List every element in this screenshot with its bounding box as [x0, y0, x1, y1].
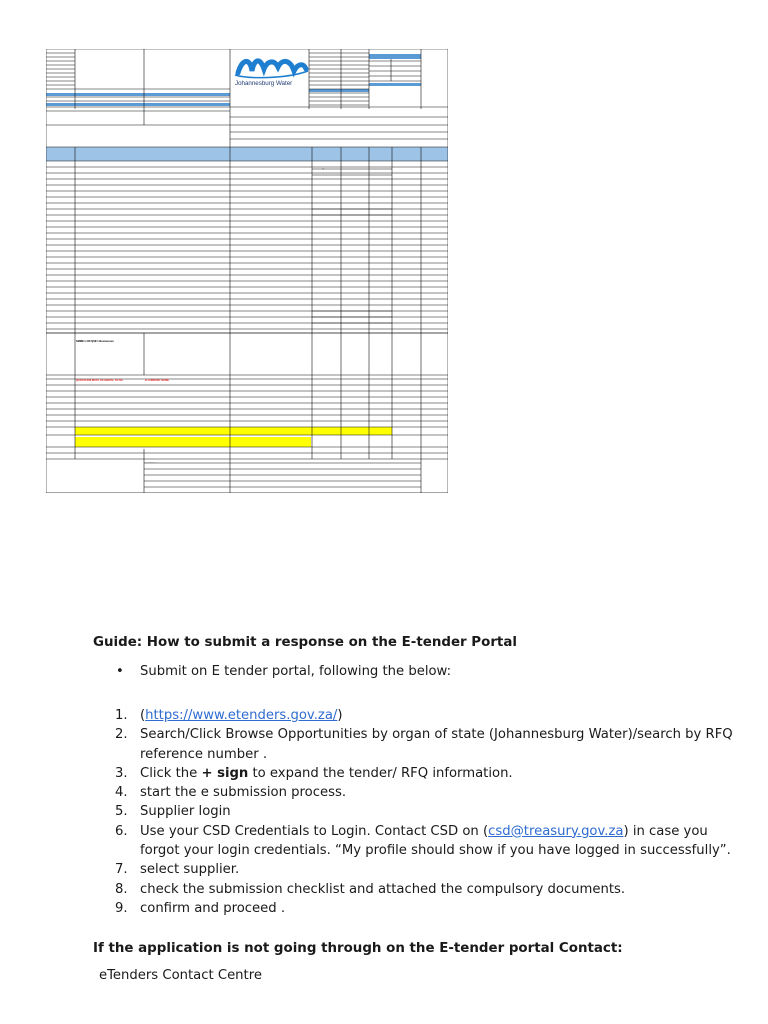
step-text: ( — [140, 708, 146, 723]
bullet-item — [93, 664, 733, 679]
step-text: ) — [337, 708, 343, 723]
contact-title: If the application is not going through on the E-tender portal Contact: — [93, 941, 623, 957]
smme-label: SMME's OR QSE's Businesses — [76, 340, 114, 343]
step-text: confirm and proceed . — [140, 900, 286, 916]
bullet-text: Submit on E tender portal, following the below: — [140, 664, 452, 679]
step-item — [93, 822, 733, 861]
step-text: Search/Click Browse Opportunities by organ of state (Johannesburg Water)/search by RFQ reference number . — [140, 727, 733, 762]
blue-band — [369, 83, 421, 86]
step-number: 5. — [115, 804, 128, 820]
blue-band — [46, 93, 230, 96]
quotation-form-thumbnail — [46, 49, 448, 493]
step-item — [93, 860, 733, 879]
step-link[interactable]: https://www.etenders.gov.za/ — [145, 708, 338, 723]
red-note-2: & COMPANY NAME — [145, 379, 169, 382]
steps-list — [93, 706, 733, 918]
step-text: Supplier login — [140, 804, 231, 820]
step-number: 8. — [115, 881, 128, 897]
bullet-icon: • — [116, 664, 124, 679]
red-note-1: QUOTATION MUST AS ABOVE. TOTAL — [76, 379, 124, 382]
blue-band — [369, 54, 421, 59]
blue-band — [309, 89, 369, 92]
step-link[interactable]: csd@treasury.gov.za — [488, 823, 624, 839]
tiny-cell-text-2: --- ----------- --- — [145, 462, 157, 464]
step-number: 1. — [115, 708, 128, 723]
tiny-cell-text: *** — [322, 169, 325, 171]
step-number: 7. — [115, 862, 128, 878]
submission-guide — [93, 635, 733, 983]
step-number: 9. — [115, 900, 128, 916]
step-number: 2. — [115, 727, 128, 743]
step-bold-text: + sign — [201, 765, 249, 781]
step-item — [93, 802, 733, 821]
step-item — [93, 783, 733, 802]
step-item — [93, 706, 733, 725]
guide-title: Guide: How to submit a response on the E-tender Portal — [93, 635, 517, 650]
step-text: start the e submission process. — [140, 785, 347, 801]
step-item — [93, 899, 733, 918]
step-text: Click the — [140, 765, 202, 781]
step-text: check the submission checklist and attached the compulsory documents. — [140, 881, 626, 897]
form-background — [46, 49, 448, 493]
contact-centre: eTenders Contact Centre — [99, 968, 262, 984]
step-item — [93, 764, 733, 783]
step-item — [93, 880, 733, 899]
step-text: Use your CSD Credentials to Login. Contact CSD on ( — [140, 823, 489, 839]
step-number: 4. — [115, 785, 128, 801]
step-text: to expand the tender/ RFQ information. — [248, 765, 513, 781]
step-text: ) in case you forgot your login credentials. “My profile should show if you have logged in successfully”. — [140, 823, 731, 859]
step-number: 3. — [115, 765, 128, 781]
logo-text: Johannesburg Water — [235, 80, 293, 87]
yellow-highlight-row — [75, 437, 311, 447]
step-text: select supplier. — [140, 862, 240, 878]
quotation-form-grid — [46, 49, 448, 493]
yellow-highlight-row — [75, 427, 392, 435]
step-item — [93, 725, 733, 764]
column-header-row — [46, 147, 448, 161]
step-number: 6. — [115, 823, 128, 839]
blue-band — [46, 103, 230, 106]
